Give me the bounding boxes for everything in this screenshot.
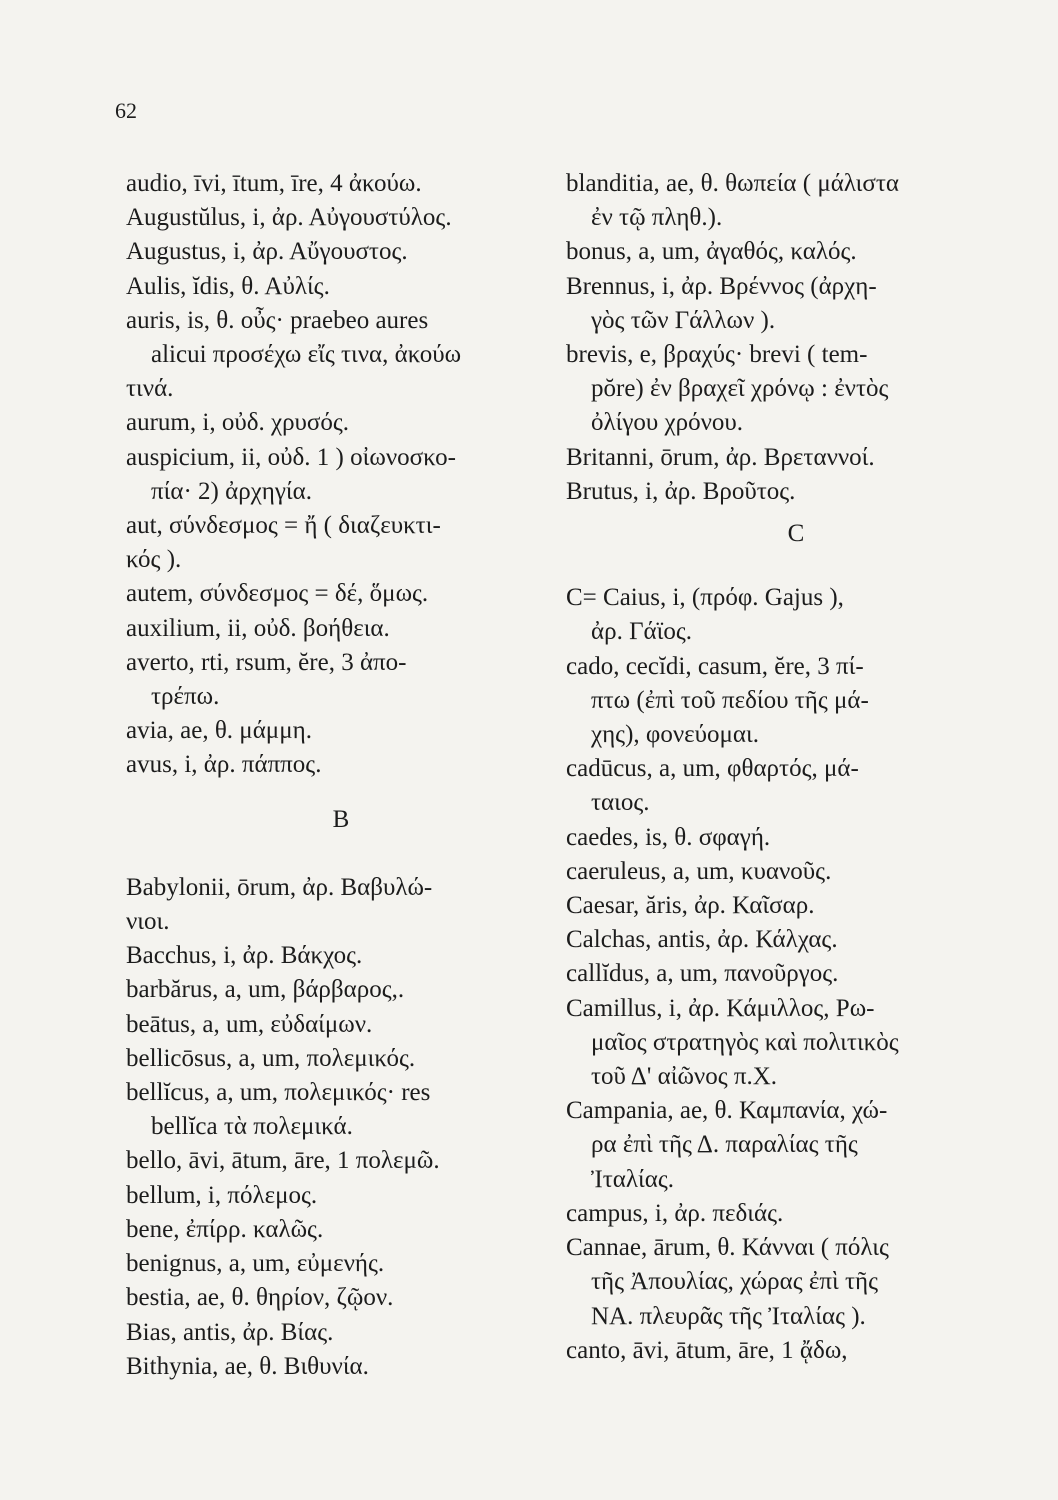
entry-continuation: τῆς Ἀπουλίας, χώρας ἐπὶ τῆς [591,1268,879,1296]
entry-continuation: πτω (ἐπὶ τοῦ πεδίου τῆς μά- [591,686,869,714]
dictionary-entry: caeruleus, a, um, κυανοῦς. [566,857,832,885]
entry-continuation: ἀρ. Γάϊος. [591,618,693,646]
dictionary-entry: aut, σύνδεσμος = ἤ ( διαζευκτι- [126,512,441,540]
dictionary-entry: Brutus, i, ἀρ. Βροῦτος. [566,477,796,505]
dictionary-entry: cadūcus, a, um, φθαρτός, μά- [566,755,859,783]
dictionary-entry: Bacchus, i, ἀρ. Βάκχος. [126,942,363,970]
dictionary-entry: canto, āvi, ātum, āre, 1 ᾄδω, [566,1336,848,1364]
entry-continuation: νιοι. [126,908,170,936]
dictionary-entry: Bithynia, ae, θ. Βιθυνία. [126,1352,369,1380]
entry-continuation: κός ). [126,546,182,574]
section-letter: C [787,520,805,548]
dictionary-entry: Campania, ae, θ. Καμπανία, χώ- [566,1097,888,1125]
entry-continuation: ὀλίγου χρόνου. [591,409,744,437]
page-number: 62 [115,98,137,123]
dictionary-entry: campus, i, ἀρ. πεδιάς. [566,1199,784,1227]
dictionary-entry: Aulis, ĭdis, θ. Αὐλίς. [126,272,330,300]
dictionary-entry: bellicōsus, a, um, πολεμικός. [126,1044,416,1072]
entry-continuation: Ἰταλίας. [591,1165,674,1193]
entry-continuation: μαῖος στρατηγὸς καὶ πολιτικὸς [591,1028,899,1056]
dictionary-column-right [566,167,1026,1368]
entry-continuation: τοῦ Δ' αἰῶνος π.Χ. [591,1063,778,1091]
dictionary-entry: Camillus, i, ἀρ. Κάμιλλος, Ρω- [566,994,875,1022]
dictionary-entry: Augustus, i, ἀρ. Αὔγουστος. [126,238,408,266]
dictionary-entry: auris, is, θ. οὖς· praebeo aures [126,306,429,334]
dictionary-entry: cado, cecĭdi, casum, ĕre, 3 πί- [566,652,864,680]
dictionary-entry: Augustŭlus, i, ἀρ. Αὐγουστύλος. [126,204,452,232]
dictionary-entry: bellĭcus, a, um, πολεμικός· res [126,1079,431,1107]
dictionary-entry: barbărus, a, um, βάρβαρος,. [126,976,405,1004]
entry-continuation: ἐν τῷ πληθ.). [591,204,723,232]
dictionary-entry: callĭdus, a, um, πανοῦργος. [566,960,839,988]
dictionary-entry: bonus, a, um, ἀγαθός, καλός. [566,238,857,266]
dictionary-column-left [126,167,556,1384]
dictionary-entry: benignus, a, um, εὐμενής. [126,1250,385,1278]
section-letter: B [332,805,350,833]
entry-continuation: alicui προσέχω εἴς τινα, ἀκούω [151,341,462,369]
entry-continuation: ταιος. [591,789,650,817]
dictionary-entry: Babylonii, ōrum, ἀρ. Βαβυλώ- [126,873,433,901]
dictionary-entry: bene, ἐπίρρ. καλῶς. [126,1215,324,1243]
entry-continuation: πία· 2) ἀρχηγία. [151,477,312,505]
dictionary-entry: C= Caius, i, (πρόφ. Gajus ), [566,584,844,612]
entry-continuation: γὸς τῶν Γάλλων ). [591,306,776,334]
entry-continuation: χης), φονεύομαι. [591,721,759,749]
dictionary-entry: Calchas, antis, ἀρ. Κάλχας. [566,926,838,954]
dictionary-entry: Caesar, ăris, ἀρ. Καῖσαρ. [566,892,815,920]
entry-continuation: pŏre) ἐν βραχεῖ χρόνῳ : ἐντὸς [591,375,889,403]
dictionary-entry: auspicium, ii, οὐδ. 1 ) οἰωνοσκο- [126,443,456,471]
dictionary-entry: brevis, e, βραχύς· brevi ( tem- [566,341,868,369]
dictionary-entry: bellum, i, πόλεμος. [126,1181,318,1209]
dictionary-entry: autem, σύνδεσμος = δέ, ὅμως. [126,580,429,608]
dictionary-entry: Cannae, ārum, θ. Κάνναι ( πόλις [566,1234,889,1262]
dictionary-entry: beātus, a, um, εὐδαίμων. [126,1010,373,1038]
dictionary-entry: averto, rti, rsum, ĕre, 3 ἀπο- [126,648,407,676]
dictionary-entry: blanditia, ae, θ. θωπεία ( μάλιστα [566,170,900,197]
dictionary-entry: audio, īvi, ītum, īre, 4 ἀκούω. [126,170,422,197]
dictionary-entry: aurum, i, οὐδ. χρυσός. [126,409,350,437]
dictionary-entry: auxilium, ii, οὐδ. βοήθεια. [126,614,390,642]
dictionary-entry: Bias, antis, ἀρ. Βίας. [126,1318,334,1346]
entry-continuation: τρέπω. [151,683,220,711]
dictionary-entry: avus, i, ἀρ. πάππος. [126,751,322,779]
dictionary-entry: caedes, is, θ. σφαγή. [566,823,771,851]
dictionary-entry: avia, ae, θ. μάμμη. [126,717,312,745]
dictionary-entry: Britanni, ōrum, ἀρ. Βρεταννοί. [566,443,875,471]
dictionary-entry: bello, āvi, ātum, āre, 1 πολεμῶ. [126,1147,440,1175]
dictionary-entry: bestia, ae, θ. θηρίον, ζῷον. [126,1284,394,1312]
entry-continuation: ΝΑ. πλευρᾶς τῆς Ἰταλίας ). [591,1302,866,1330]
dictionary-entry: Brennus, i, ἀρ. Βρέννος (ἀρχη- [566,272,877,300]
entry-continuation: bellĭca τὰ πολεμικά. [151,1113,353,1141]
entry-continuation: ρα ἐπὶ τῆς Δ. παραλίας τῆς [591,1131,858,1159]
entry-continuation: τινά. [126,375,174,403]
